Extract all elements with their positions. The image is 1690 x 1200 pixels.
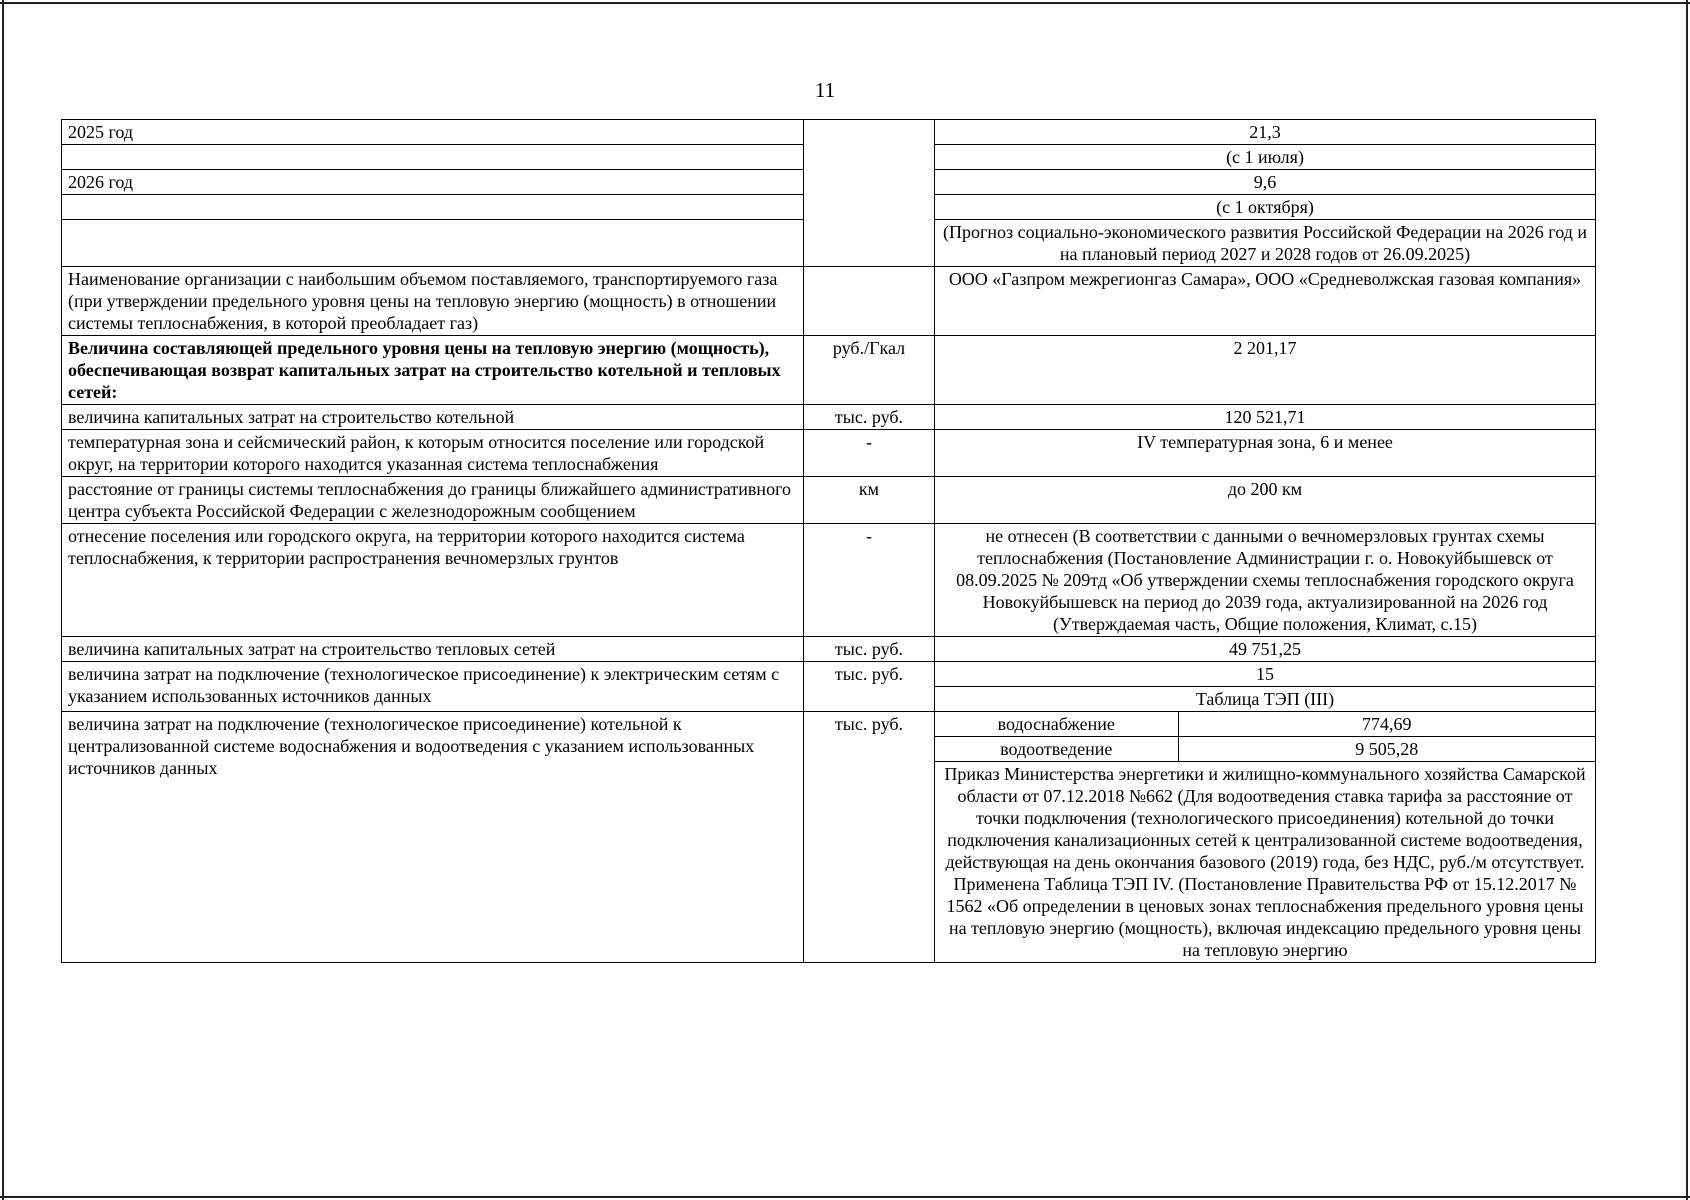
row-unit [804, 267, 935, 336]
sewerage-value: 9 505,28 [1178, 737, 1595, 762]
water-costs-subtable [935, 712, 1595, 962]
row-name: 2026 год [62, 170, 804, 195]
scan-edge-top [0, 2, 1690, 4]
table-row [62, 712, 1596, 963]
scan-edge-left [2, 0, 4, 1200]
row-name: величина затрат на подключение (технологическое присоединение) к электрическим сетям с указанием использованных источников данных [62, 662, 804, 712]
table-row [62, 405, 1596, 430]
row-name: Наименование организации с наибольшим объемом поставляемого, транспортируемого газа (при утверждении предельного уровня цены на тепловую энергию (мощность) в отношении системы теплоснабжения, в которой преобладает газ) [62, 267, 804, 336]
row-unit: тыс. руб. [804, 712, 935, 963]
subtable-row [935, 712, 1595, 737]
row-value: (Прогноз социально-экономического развития Российской Федерации на 2026 год и на плановый период 2027 и 2028 годов от 26.09.2025) [935, 220, 1596, 267]
row-unit: км [804, 477, 935, 524]
row-value: (с 1 июля) [935, 145, 1596, 170]
row-value: 120 521,71 [935, 405, 1596, 430]
table-row [62, 524, 1596, 637]
row-name: отнесение поселения или городского округа, на территории которого находится система теплоснабжения, к территории распространения вечномерзлых грунтов [62, 524, 804, 637]
water-costs-source: Приказ Министерства энергетики и жилищно-коммунального хозяйства Самарской области от 07.12.2018 №662 (Для водоотведения ставка тарифа за расстояние от точки подключения (технологического присоединения) котельной до точки подключения канализационных сетей к централизованной системе водоотведения, действующая на день окончания базового (2019) года, без НДС, руб./м отсутствует. Применена Таблица ТЭП IV. (Постановление Правительства РФ от 15.12.2017 № 1562 «Об определении в ценовых зонах теплоснабжения предельного уровня цены на тепловую энергию (мощность), включая индексацию предельного уровня цены на тепловую энергию [944, 764, 1586, 960]
table-row [62, 336, 1596, 405]
row-name: Величина составляющей предельного уровня цены на тепловую энергию (мощность), обеспечивающая возврат капитальных затрат на строительство котельной и тепловых сетей: [62, 336, 804, 405]
row-name: расстояние от границы системы теплоснабжения до границы ближайшего административного центра субъекта Российской Федерации с железнодорожным сообщением [62, 477, 804, 524]
row-value: 15 [935, 662, 1596, 687]
table-row [62, 120, 1596, 145]
row-value: до 200 км [935, 477, 1596, 524]
page-number: 11 [814, 78, 836, 102]
sewerage-label: водоотведение [935, 737, 1178, 762]
scan-edge-right [1686, 0, 1688, 1200]
row-name [62, 220, 804, 267]
row-unit: - [804, 524, 935, 637]
row-name: температурная зона и сейсмический район, к которым относится поселение или городской округ, на территории которого находится указанная система теплоснабжения [62, 430, 804, 477]
water-supply-label: водоснабжение [935, 712, 1178, 737]
row-unit: тыс. руб. [804, 637, 935, 662]
table-row [62, 430, 1596, 477]
row-value: 21,3 [935, 120, 1596, 145]
table-row [62, 477, 1596, 524]
row-name: 2025 год [62, 120, 804, 145]
parameters-table [61, 119, 1596, 963]
table-row [62, 267, 1596, 336]
row-value: 49 751,25 [935, 637, 1596, 662]
row-value: ООО «Газпром межрегионгаз Самара», ООО «Средневолжская газовая компания» [935, 267, 1596, 336]
row-unit: руб./Гкал [804, 336, 935, 405]
subtable-row [935, 737, 1595, 762]
scan-edge-bottom [0, 1196, 1690, 1198]
row-unit [804, 120, 935, 267]
row-value: (с 1 октября) [935, 195, 1596, 220]
row-value: 2 201,17 [935, 336, 1596, 405]
row-value-cell [935, 712, 1596, 963]
row-name: величина капитальных затрат на строительство тепловых сетей [62, 637, 804, 662]
row-unit: - [804, 430, 935, 477]
row-name [62, 195, 804, 220]
row-unit: тыс. руб. [804, 662, 935, 712]
row-unit: тыс. руб. [804, 405, 935, 430]
row-value: не отнесен (В соответствии с данными о вечномерзловых грунтах схемы теплоснабжения (Постановление Администрации г. о. Новокуйбышевск от 08.09.2025 № 209тд «Об утверждении схемы теплоснабжения городского округа Новокуйбышевск на период до 2039 года, актуализированной на 2026 год (Утверждаемая часть, Общие положения, Климат, с.15) [935, 524, 1596, 637]
row-source: Таблица ТЭП (III) [935, 687, 1596, 712]
row-name: величина затрат на подключение (технологическое присоединение) котельной к централизованной системе водоснабжения и водоотведения с указанием использованных источников данных [62, 712, 804, 963]
row-value: 9,6 [935, 170, 1596, 195]
table-row [62, 662, 1596, 687]
row-name [62, 145, 804, 170]
row-value: IV температурная зона, 6 и менее [935, 430, 1596, 477]
water-supply-value: 774,69 [1178, 712, 1595, 737]
row-name: величина капитальных затрат на строительство котельной [62, 405, 804, 430]
table-row [62, 637, 1596, 662]
subtable-row [935, 762, 1595, 963]
